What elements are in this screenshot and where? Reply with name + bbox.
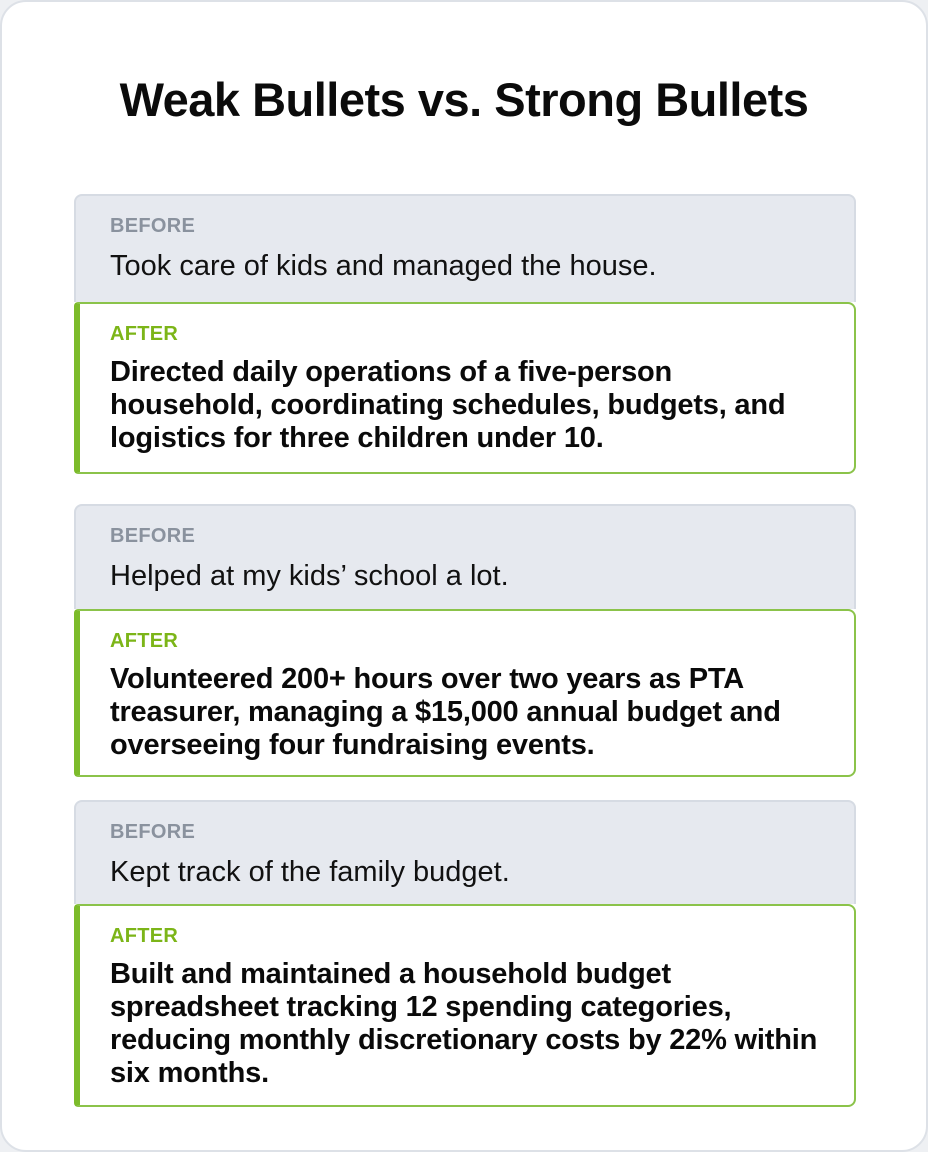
after-label: AFTER bbox=[110, 323, 179, 345]
after-label: AFTER bbox=[110, 925, 179, 947]
page-title: Weak Bullets vs. Strong Bullets bbox=[119, 73, 809, 126]
after-text: Volunteered 200+ hours over two years as PTA treasurer, managing a $15,000 annual budget and overseeing four fundraising events. bbox=[110, 663, 781, 761]
after-text: Directed daily operations of a five-person household, coordinating schedules, budgets, and logistics for three children under 10. bbox=[110, 356, 786, 454]
bullet-pair-1 bbox=[74, 194, 856, 474]
after-label: AFTER bbox=[110, 630, 179, 652]
before-text: Took care of kids and managed the house. bbox=[110, 250, 657, 282]
after-box bbox=[74, 609, 856, 777]
after-box bbox=[74, 302, 856, 474]
before-box bbox=[74, 504, 856, 609]
bullet-pair-3 bbox=[74, 800, 856, 1107]
before-text: Helped at my kids’ school a lot. bbox=[110, 560, 509, 592]
before-label: BEFORE bbox=[110, 821, 196, 843]
before-text: Kept track of the family budget. bbox=[110, 856, 510, 888]
before-label: BEFORE bbox=[110, 215, 196, 237]
before-box bbox=[74, 800, 856, 904]
after-text: Built and maintained a household budget spreadsheet tracking 12 spending categories, reducing monthly discretionary costs by 22% within six months. bbox=[110, 958, 818, 1089]
before-box bbox=[74, 194, 856, 302]
before-label: BEFORE bbox=[110, 525, 196, 547]
after-box bbox=[74, 904, 856, 1107]
bullet-pair-2 bbox=[74, 504, 856, 777]
